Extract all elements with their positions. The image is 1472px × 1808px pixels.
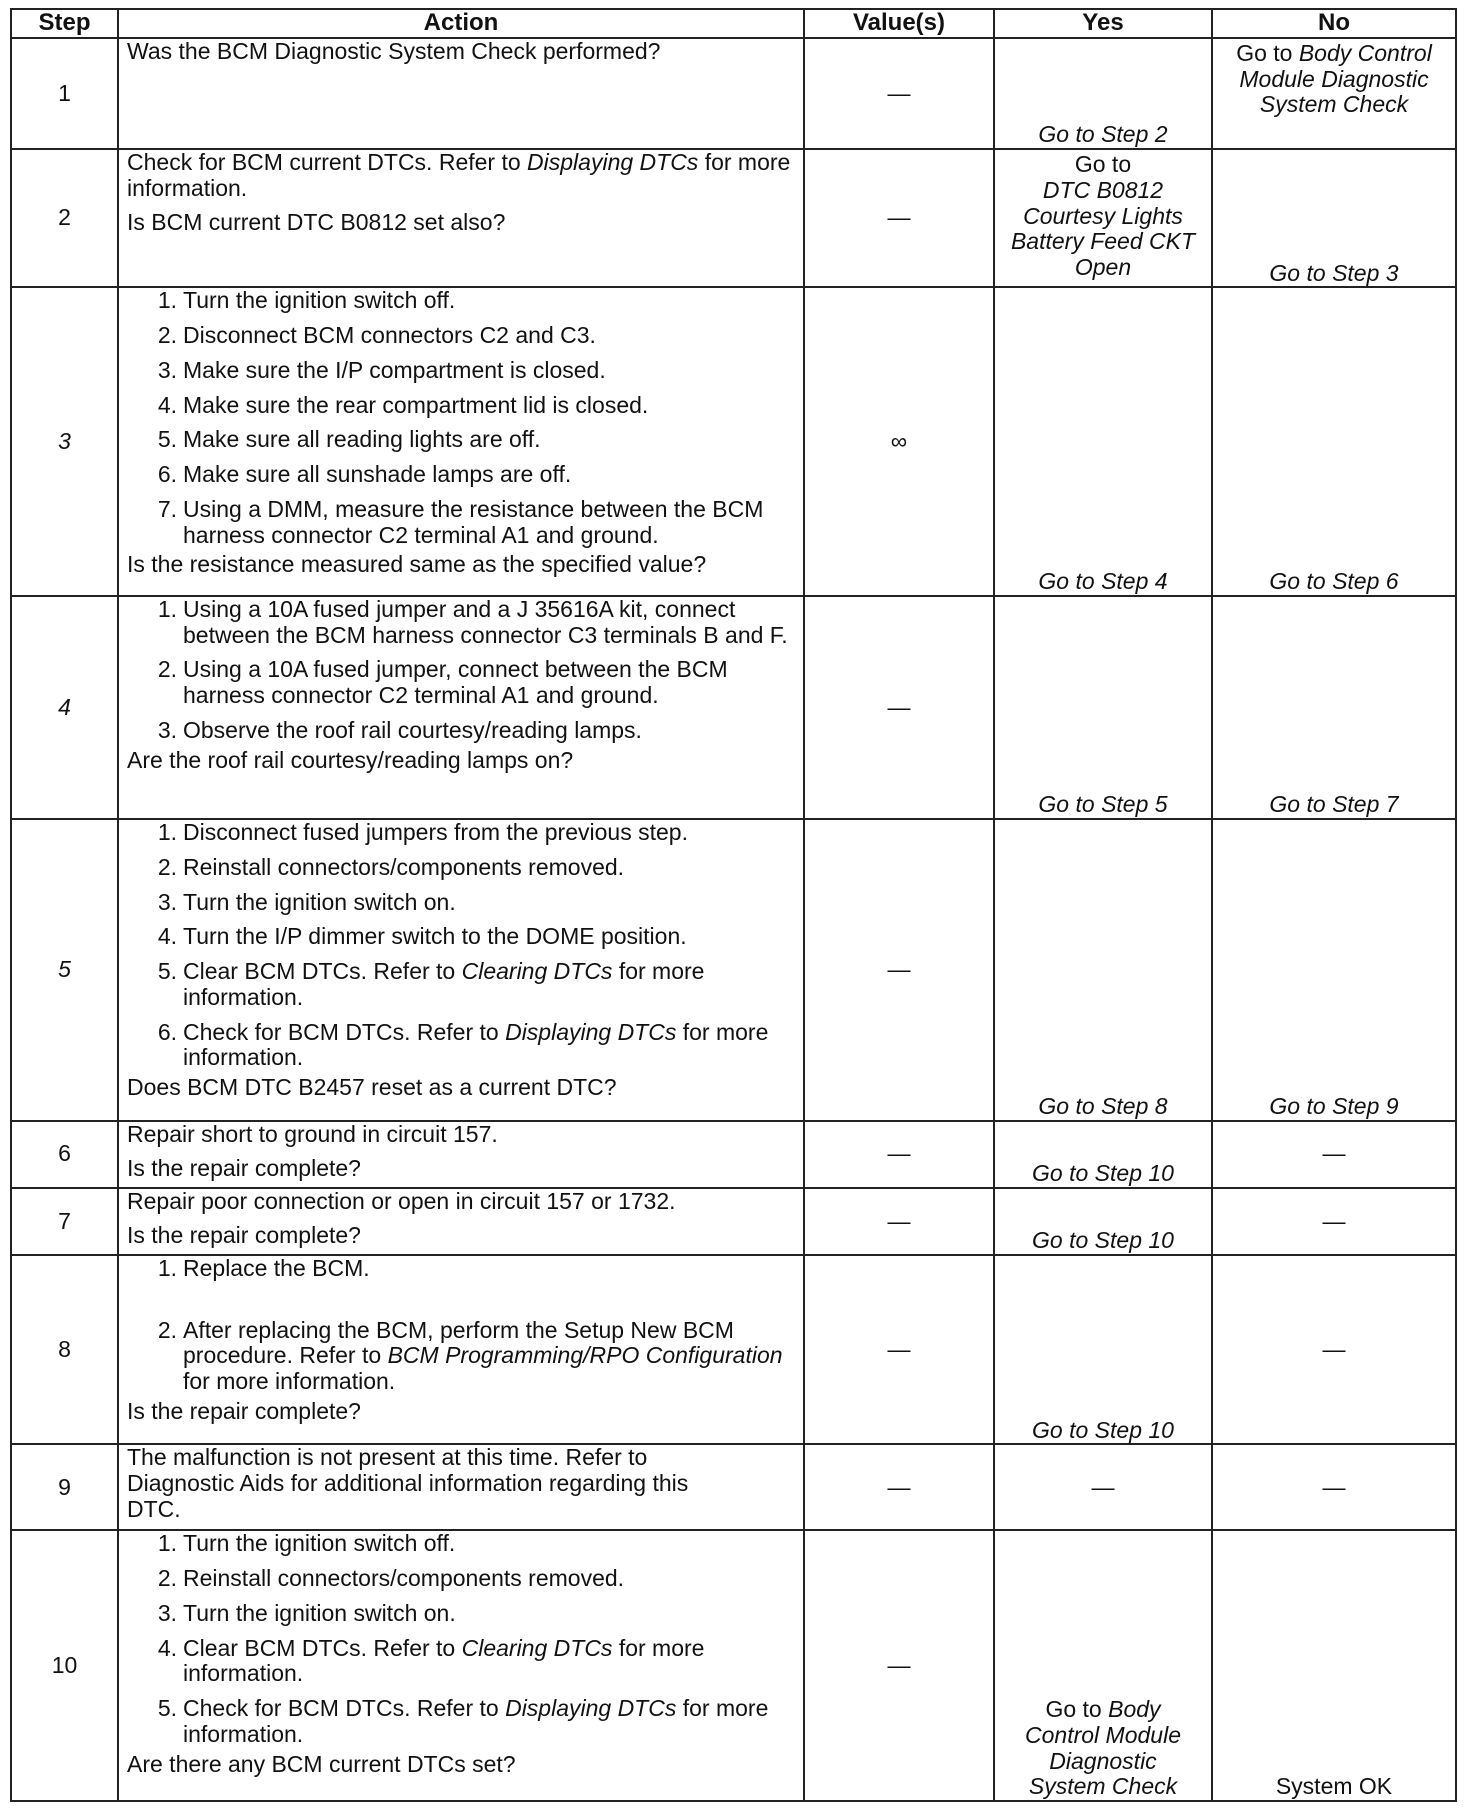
instruction-text: Repair short to ground in circuit 157. — [127, 1120, 498, 1147]
reference-link: Clearing DTCs — [461, 1634, 613, 1661]
action-cell — [118, 1444, 804, 1530]
no-cell: Go to Step 9 — [1212, 819, 1456, 1121]
yes-cell: Go to Step 10 — [994, 1255, 1212, 1444]
procedure-list — [127, 597, 795, 744]
procedure-list — [127, 820, 795, 1071]
question-text: Is the repair complete? — [127, 1397, 361, 1424]
value-cell: — — [804, 38, 994, 149]
procedure-list — [127, 1256, 795, 1395]
reference-link: Body Control Module Diagnostic System Check — [1025, 1696, 1181, 1800]
value-cell: — — [804, 1255, 994, 1444]
yes-cell: Go to Step 2 — [994, 38, 1212, 149]
action-cell — [118, 38, 804, 149]
list-item: 5. Make sure all reading lights are off. — [157, 426, 541, 453]
question-text: Is the repair complete? — [127, 1221, 361, 1248]
reference-link: BCM Programming/RPO Configuration — [387, 1342, 783, 1369]
step-number: 6 — [11, 1121, 118, 1188]
list-item: 3. Make sure the I/P compartment is closed. — [157, 356, 606, 383]
header-row — [11, 9, 1456, 38]
step-number: 4 — [11, 596, 118, 819]
list-item: 3. Observe the roof rail courtesy/reading lamps. — [157, 716, 642, 743]
step-number: 2 — [11, 149, 118, 287]
header-no: No — [1212, 9, 1456, 38]
reference-link: DTC B0812 Courtesy Lights Battery Feed CKT Open — [1010, 176, 1196, 281]
table-row — [11, 1121, 1456, 1188]
table-row — [11, 1188, 1456, 1255]
yes-cell: — — [994, 1444, 1212, 1530]
list-item: 6. Check for BCM DTCs. Refer to Displaying DTCs for more information. — [157, 1018, 769, 1071]
yes-cell: Go to Step 10 — [994, 1188, 1212, 1255]
instruction-part: for more information. — [127, 149, 791, 201]
yes-cell: Go to Step 10 — [994, 1121, 1212, 1188]
list-item: 1. Turn the ignition switch off. — [157, 287, 456, 314]
no-cell: — — [1212, 1121, 1456, 1188]
yes-cell: Go to Step 5 — [994, 596, 1212, 819]
no-cell: Go to Step 6 — [1212, 287, 1456, 596]
no-cell — [1212, 38, 1456, 149]
action-cell — [118, 149, 804, 287]
list-item: 7. Using a DMM, measure the resistance between the BCM harness connector C2 terminal A1 and ground. — [157, 495, 764, 548]
instruction-text: Repair poor connection or open in circuit 157 or 1732. — [127, 1187, 676, 1214]
yes-cell — [994, 1530, 1212, 1801]
table-row — [11, 819, 1456, 1121]
value-cell: ∞ — [804, 287, 994, 596]
reference-link: Displaying DTCs — [527, 149, 699, 176]
step-number: 7 — [11, 1188, 118, 1255]
list-item: 2. Using a 10A fused jumper, connect between the BCM harness connector C2 terminal A1 and ground. — [157, 656, 728, 709]
no-cell: — — [1212, 1444, 1456, 1530]
list-item: 1. Disconnect fused jumpers from the previous step. — [157, 819, 688, 846]
action-cell — [118, 819, 804, 1121]
value-cell: — — [804, 149, 994, 287]
list-item: 1. Replace the BCM. — [157, 1254, 370, 1281]
table-row — [11, 1255, 1456, 1444]
list-item: 5. Check for BCM DTCs. Refer to Displaying DTCs for more information. — [157, 1695, 769, 1747]
no-cell: — — [1212, 1255, 1456, 1444]
action-cell — [118, 1255, 804, 1444]
list-item: 5. Clear BCM DTCs. Refer to Clearing DTCs for more information. — [157, 958, 705, 1010]
question-text: Does BCM DTC B2457 reset as a current DTC? — [127, 1074, 617, 1101]
no-cell: Go to Step 3 — [1212, 149, 1456, 287]
list-item: 4. Clear BCM DTCs. Refer to Clearing DTCs for more information. — [157, 1634, 705, 1687]
table-row — [11, 149, 1456, 287]
instruction-text — [127, 150, 795, 202]
action-cell — [118, 596, 804, 819]
step-number: 9 — [11, 1444, 118, 1530]
list-item: 2. Disconnect BCM connectors C2 and C3. — [157, 322, 596, 349]
list-item: 4. Turn the I/P dimmer switch to the DOME position. — [157, 923, 687, 950]
value-cell: — — [804, 819, 994, 1121]
yes-cell: Go to Step 8 — [994, 819, 1212, 1121]
table-row — [11, 1530, 1456, 1801]
list-item: 6. Make sure all sunshade lamps are off. — [157, 461, 572, 488]
value-cell: — — [804, 1121, 994, 1188]
action-cell — [118, 1188, 804, 1255]
question-text: Is the repair complete? — [127, 1154, 361, 1181]
instruction-part: Check for BCM current DTCs. Refer to — [127, 149, 528, 176]
list-item: 2. Reinstall connectors/components removed. — [157, 1565, 625, 1592]
table-row — [11, 287, 1456, 596]
no-cell: — — [1212, 1188, 1456, 1255]
list-item: 3. Turn the ignition switch on. — [157, 888, 456, 915]
step-number: 10 — [11, 1530, 118, 1801]
reference-link: Clearing DTCs — [461, 958, 613, 985]
system-ok-text: System OK — [1275, 1773, 1393, 1800]
header-step: Step — [11, 9, 118, 38]
action-cell — [118, 1121, 804, 1188]
question-text: Are the roof rail courtesy/reading lamps on? — [127, 746, 574, 773]
table-row — [11, 38, 1456, 149]
question-text: Was the BCM Diagnostic System Check performed? — [127, 37, 661, 64]
header-action: Action — [118, 9, 804, 38]
list-item: 2. After replacing the BCM, perform the Setup New BCM procedure. Refer to BCM Programming/RPO Configuration for more information. — [157, 1316, 783, 1395]
reference-link: Displaying DTCs — [505, 1695, 677, 1722]
yes-cell: Go to Step 4 — [994, 287, 1212, 596]
value-cell: — — [804, 596, 994, 819]
instruction-text: The malfunction is not present at this time. Refer to Diagnostic Aids for additional information regarding this DTC. — [127, 1444, 689, 1522]
go-to-text: Go to — [1074, 151, 1132, 178]
no-cell: Go to Step 7 — [1212, 596, 1456, 819]
diagnostic-table — [10, 8, 1457, 1802]
header-yes: Yes — [994, 9, 1212, 38]
table-row — [11, 1444, 1456, 1530]
step-number: 5 — [11, 819, 118, 1121]
value-cell: — — [804, 1444, 994, 1530]
table-row — [11, 596, 1456, 819]
go-to-text: Go to — [1236, 39, 1299, 66]
reference-link: Displaying DTCs — [505, 1018, 677, 1045]
list-item: 3. Turn the ignition switch on. — [157, 1599, 456, 1626]
procedure-list — [127, 288, 795, 548]
no-cell — [1212, 1530, 1456, 1801]
reference-link: Body Control Module Diagnostic System Check — [1239, 39, 1432, 118]
go-to-text: Go to — [1045, 1696, 1109, 1722]
question-text: Is the resistance measured same as the specified value? — [127, 551, 707, 578]
action-cell — [118, 287, 804, 596]
step-number: 8 — [11, 1255, 118, 1444]
question-text: Are there any BCM current DTCs set? — [127, 1750, 516, 1777]
list-item: 1. Turn the ignition switch off. — [157, 1530, 456, 1557]
value-cell: — — [804, 1188, 994, 1255]
list-item: 4. Make sure the rear compartment lid is closed. — [157, 391, 649, 418]
question-text: Is BCM current DTC B0812 set also? — [127, 208, 506, 235]
list-item: 2. Reinstall connectors/components removed. — [157, 853, 625, 880]
list-item: 1. Using a 10A fused jumper and a J 35616A kit, connect between the BCM harness connector C3 terminals B and F. — [157, 595, 788, 648]
value-cell: — — [804, 1530, 994, 1801]
step-number: 3 — [11, 287, 118, 596]
header-values: Value(s) — [804, 9, 994, 38]
step-number: 1 — [11, 38, 118, 149]
action-cell — [118, 1530, 804, 1801]
procedure-list — [127, 1531, 795, 1747]
yes-cell — [994, 149, 1212, 287]
